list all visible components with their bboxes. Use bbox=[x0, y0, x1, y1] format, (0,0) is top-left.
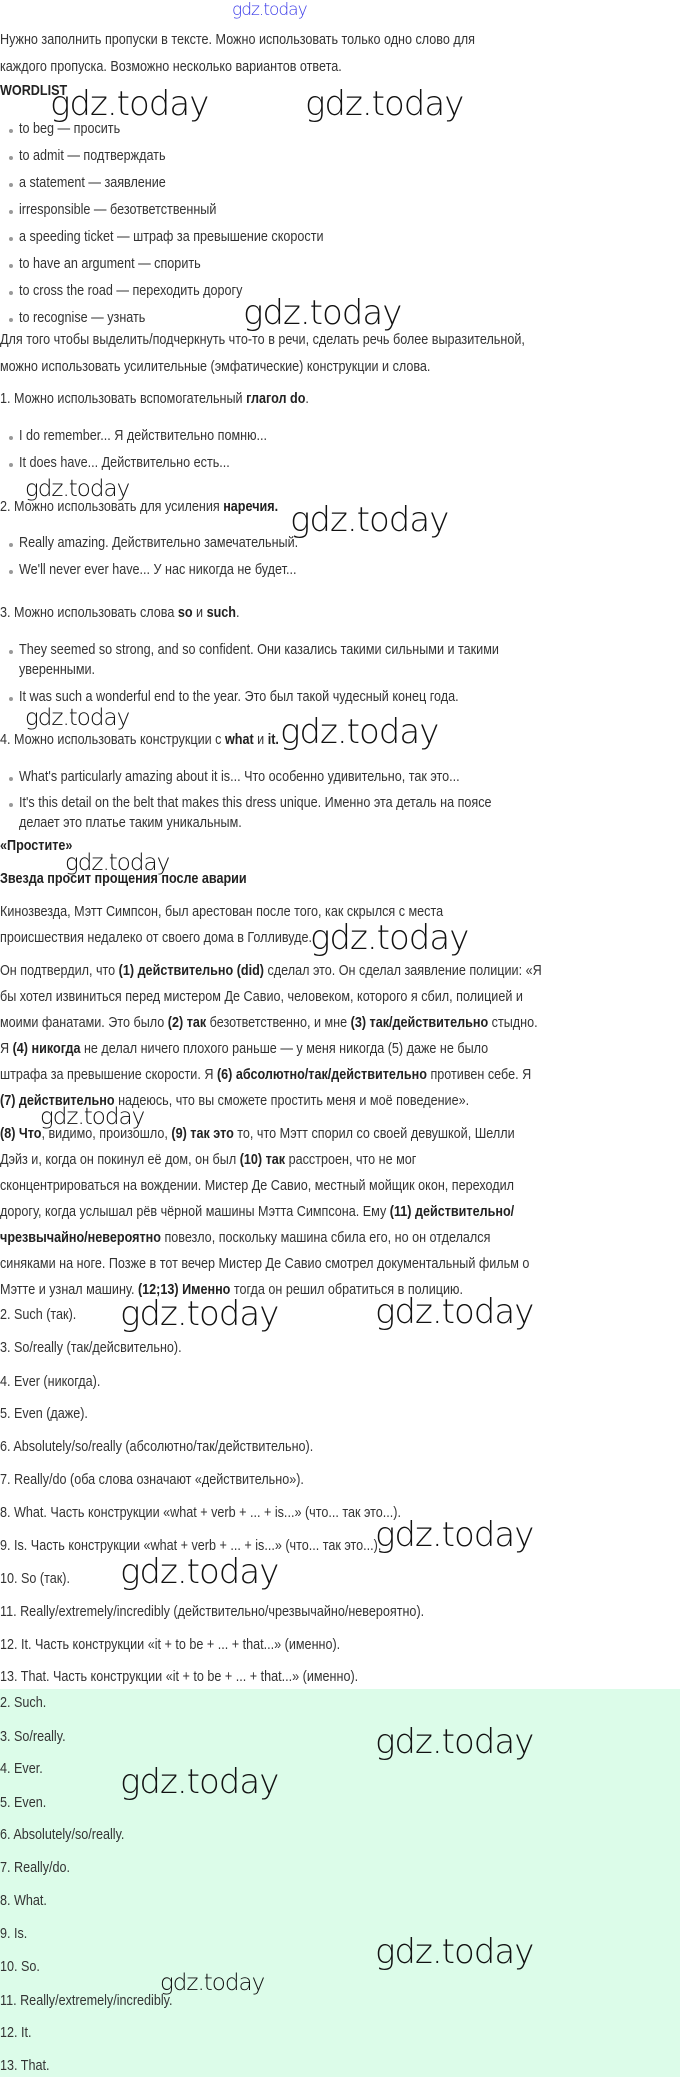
example: What's particularly amazing about it is... Что особенно удивительно, так это... bbox=[19, 768, 460, 785]
watermark: gdz.today bbox=[305, 84, 464, 124]
answer-item: 7. Really/do (оба слова означают «действительно»). bbox=[0, 1471, 304, 1488]
answer-item: 6. Absolutely/so/really (абсолютно/так/действительно). bbox=[0, 1438, 314, 1455]
list-item: to admit — подтверждать bbox=[19, 147, 166, 164]
bullet-icon bbox=[9, 183, 13, 187]
story-line: Кинозвезда, Мэтт Симпсон, был арестован после того, как скрылся с места bbox=[0, 903, 444, 920]
example: делает это платье таким уникальным. bbox=[19, 814, 242, 831]
section-heading: 4. Можно использовать конструкции с what и it. bbox=[0, 731, 279, 748]
bullet-icon bbox=[9, 210, 13, 214]
story-line: Мэтте и узнал машину. (12;13) Именно тогда он решил обратиться в полицию. bbox=[0, 1281, 463, 1298]
answer-item: 12. It. Часть конструкции «it + to be + ... + that...» (именно). bbox=[0, 1636, 341, 1653]
answer-item: 5. Even. bbox=[0, 1794, 47, 1811]
bullet-icon bbox=[9, 803, 13, 807]
bullet-icon bbox=[9, 129, 13, 133]
story-line: (7) действительно надеюсь, что вы сможете простить меня и моё поведение». bbox=[0, 1092, 470, 1109]
bullet-icon bbox=[9, 156, 13, 160]
list-item: to cross the road — переходить дорогу bbox=[19, 282, 243, 299]
answer-item: 11. Really/extremely/incredibly (действительно/чрезвычайно/невероятно). bbox=[0, 1603, 425, 1620]
story-line: бы хотел извиниться перед мистером Де Савио, человеком, которого я сбил, полицией и bbox=[0, 988, 523, 1005]
watermark: gdz.today bbox=[375, 1292, 534, 1332]
answer-item: 13. That. bbox=[0, 2057, 50, 2074]
bullet-icon bbox=[9, 543, 13, 547]
story-line: (8) Что, видимо, произошло, (9) так это то, что Мэтт спорил со своей девушкой, Шелли bbox=[0, 1125, 515, 1142]
bullet-icon bbox=[9, 570, 13, 574]
answer-item: 3. So/really (так/дейсвительно). bbox=[0, 1339, 182, 1356]
list-item: to beg — просить bbox=[19, 120, 121, 137]
watermark: gdz.today bbox=[375, 1932, 534, 1972]
watermark: gdz.today bbox=[120, 1762, 279, 1802]
answer-item: 11. Really/extremely/incredibly. bbox=[0, 1992, 173, 2009]
list-item: a statement — заявление bbox=[19, 174, 166, 191]
example: I do remember... Я действительно помню... bbox=[19, 427, 268, 444]
story-line: дорогу, когда услышал рёв чёрной машины Мэтта Симпсона. Ему (11) действительно/ bbox=[0, 1203, 515, 1220]
watermark: gdz.today bbox=[50, 84, 209, 124]
section-heading: 1. Можно использовать вспомогательный глагол do. bbox=[0, 390, 309, 407]
bullet-icon bbox=[9, 264, 13, 268]
answer-item: 13. That. Часть конструкции «it + to be + ... + that...» (именно). bbox=[0, 1668, 359, 1685]
emphasis-intro: Для того чтобы выделить/подчеркнуть что-то в речи, сделать речь более выразительной, bbox=[0, 331, 525, 348]
watermark: gdz.today bbox=[25, 705, 130, 731]
watermark: gdz.today bbox=[25, 476, 130, 502]
watermark: gdz.today bbox=[65, 850, 170, 876]
answer-item: 3. So/really. bbox=[0, 1728, 66, 1745]
watermark: gdz.today bbox=[375, 1515, 534, 1555]
bullet-icon bbox=[9, 436, 13, 440]
answer-item: 5. Even (даже). bbox=[0, 1405, 88, 1422]
watermark: gdz.today bbox=[120, 1294, 279, 1334]
watermark: gdz.today bbox=[232, 0, 307, 20]
answer-item: 10. So (так). bbox=[0, 1570, 70, 1587]
story-line: происшествия недалеко от своего дома в Голливуде. bbox=[0, 929, 313, 946]
example: It was such a wonderful end to the year. Это был такой чудесный конец года. bbox=[19, 688, 459, 705]
story-line: моими фанатами. Это было (2) так безответственно, и мне (3) так/действительно стыдно. bbox=[0, 1014, 538, 1031]
bullet-icon bbox=[9, 318, 13, 322]
answer-item: 10. So. bbox=[0, 1958, 40, 1975]
section-heading: 2. Можно использовать для усиления наречия. bbox=[0, 498, 279, 515]
story-line: синяками на ноге. Позже в тот вечер Мистер Де Савио смотрел документальный фильм о bbox=[0, 1255, 530, 1272]
example: уверенными. bbox=[19, 661, 96, 678]
list-item: irresponsible — безответственный bbox=[19, 201, 217, 218]
answer-item: 2. Such. bbox=[0, 1694, 47, 1711]
story-line: чрезвычайно/невероятно повезло, поскольку машина сбила его, но он отделался bbox=[0, 1229, 491, 1246]
example: Really amazing. Действительно замечательный. bbox=[19, 534, 299, 551]
answer-item: 4. Ever. bbox=[0, 1760, 43, 1777]
bullet-icon bbox=[9, 697, 13, 701]
watermark: gdz.today bbox=[120, 1552, 279, 1592]
list-item: a speeding ticket — штраф за превышение скорости bbox=[19, 228, 324, 245]
answer-item: 8. What. Часть конструкции «what + verb + ... + is...» (что... так это...). bbox=[0, 1504, 401, 1521]
answer-item: 6. Absolutely/so/really. bbox=[0, 1826, 125, 1843]
story-line: Он подтвердил, что (1) действительно (did) сделал это. Он сделал заявление полиции: «Я bbox=[0, 962, 542, 979]
answers-highlight-block bbox=[0, 1689, 680, 2077]
list-item: to recognise — узнать bbox=[19, 309, 146, 326]
story-line: штрафа за превышение скорости. Я (6) абсолютно/так/действительно противен себе. Я bbox=[0, 1066, 532, 1083]
answer-item: 12. It. bbox=[0, 2024, 32, 2041]
story-line: сконцентрироваться на вождении. Мистер Де Савио, местный мойщик окон, переходил bbox=[0, 1177, 515, 1194]
answer-item: 2. Such (так). bbox=[0, 1306, 77, 1323]
answer-item: 9. Is. Часть конструкции «what + verb + ... + is...» (что... так это...). bbox=[0, 1537, 382, 1554]
example: It's this detail on the belt that makes this dress unique. Именно эта деталь на поясе bbox=[19, 794, 492, 811]
example: It does have... Действительно есть... bbox=[19, 454, 230, 471]
bullet-icon bbox=[9, 463, 13, 467]
bullet-icon bbox=[9, 237, 13, 241]
story-subtitle: Звезда просит прощения после аварии bbox=[0, 870, 247, 887]
story-line: Дэйз и, когда он покинул её дом, он был (10) так расстроен, что не мог bbox=[0, 1151, 417, 1168]
watermark: gdz.today bbox=[160, 1970, 265, 1996]
watermark: gdz.today bbox=[40, 1104, 145, 1130]
emphasis-intro: можно использовать усилительные (эмфатические) конструкции и слова. bbox=[0, 358, 431, 375]
answer-item: 4. Ever (никогда). bbox=[0, 1373, 101, 1390]
watermark: gdz.today bbox=[310, 918, 469, 958]
answer-item: 7. Really/do. bbox=[0, 1859, 71, 1876]
story-title: «Простите» bbox=[0, 837, 73, 854]
list-item: to have an argument — спорить bbox=[19, 255, 201, 272]
answer-item: 8. What. bbox=[0, 1892, 47, 1909]
watermark: gdz.today bbox=[243, 293, 402, 333]
bullet-icon bbox=[9, 291, 13, 295]
bullet-icon bbox=[9, 650, 13, 654]
section-heading: 3. Можно использовать слова so и such. bbox=[0, 604, 240, 621]
watermark: gdz.today bbox=[290, 500, 449, 540]
watermark: gdz.today bbox=[375, 1722, 534, 1762]
story-line: Я (4) никогда не делал ничего плохого раньше — у меня никогда (5) даже не было bbox=[0, 1040, 489, 1057]
wordlist-title: WORDLIST bbox=[0, 82, 68, 99]
intro-line: Нужно заполнить пропуски в тексте. Можно использовать только одно слово для bbox=[0, 31, 475, 48]
example: They seemed so strong, and so confident. Они казались такими сильными и такими bbox=[19, 641, 499, 658]
answer-item: 9. Is. bbox=[0, 1925, 28, 1942]
example: We'll never ever have... У нас никогда не будет... bbox=[19, 561, 297, 578]
intro-line: каждого пропуска. Возможно несколько вариантов ответа. bbox=[0, 58, 342, 75]
watermark: gdz.today bbox=[280, 712, 439, 752]
bullet-icon bbox=[9, 777, 13, 781]
